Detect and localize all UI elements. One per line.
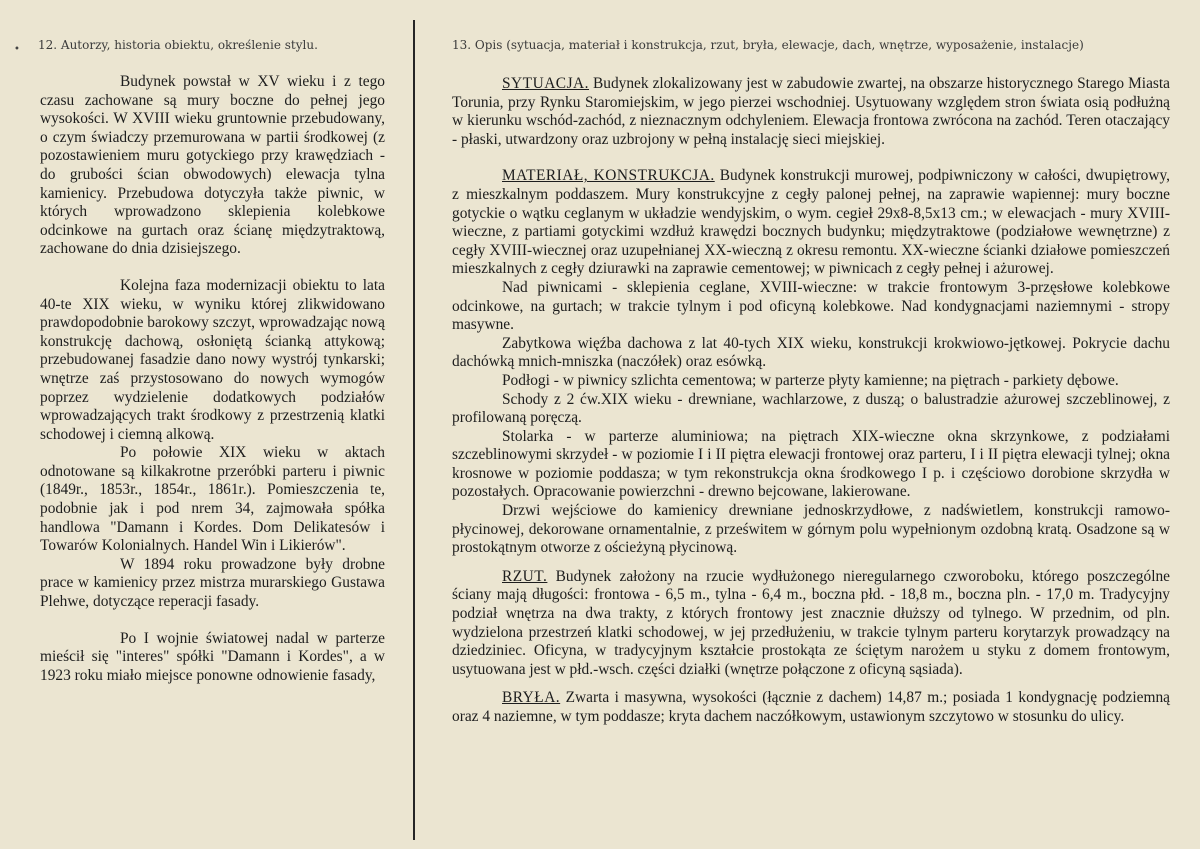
section-heading: MATERIAŁ, KONSTRUKCJA.: [502, 167, 715, 185]
section-heading: SYTUACJA.: [502, 75, 590, 92]
section-sytuacja: [452, 75, 1170, 149]
material-paragraph: Stolarka - w parterze aluminiowa; na piętrach XIX-wieczne okna skrzynkowe, z podziałami szczeblinowymi skrzydeł - w poziomie I i II piętra elewacji frontowej oraz parteru, I i II piętra elewacji tylnej; okna krosnowe w poziomie poddasza; w tym rekonstrukcja okna środkowego I p. i częściowo dorobione skrzydła w pozostałych. Opracowanie powierzchni - drewno bejcowane, lakierowane.: [452, 427, 1170, 501]
left-header: 12. Autorzy, historia obiektu, określenie stylu.: [38, 38, 318, 52]
section-heading: RZUT.: [502, 567, 548, 585]
history-paragraph: Budynek powstał w XV wieku i z tego czasu zachowane są mury boczne do pełnej jego wysokości. W XVIII wieku gruntownie przebudowany, o czym świadczy przemurowana w partii środkowej (z pozostawieniem muru gotyckiego przy krawędziach - do grubości ścian obwodowych) elewacja tylna kamienicy. Przebudowa dotyczyła także piwnic, w których wprowadzono sklepienia kolebkowe odcinkowe na gurtach oraz ścianę międzytraktową, zachowane do dnia dzisiejszego.: [40, 73, 385, 258]
section-bryla: [452, 689, 1170, 726]
history-paragraph: Kolejna faza modernizacji obiektu to lata 40-te XIX wieku, w wyniku której zlikwidowano prawdopodobnie barokowy szczyt, wprowadzając nową konstrukcję dachową, osłoniętą ścianką attykową; przebudowanej fasadzie dano nowy wystrój tynkarski; wnętrze zaś przystosowano do nowych wymogów poprzez wydzielenie dodatkowych podziałów wprowadzających trakt środkowy z przestrzenią klatki schodowej i ciemną alkową.: [40, 276, 385, 443]
history-paragraph: Po połowie XIX wieku w aktach odnotowane są kilkakrotne przeróbki parteru i piwnic (1849r., 1853r., 1854r., 1861r.). Pomieszczenia te, podobnie jak i pod nrem 34, zajmowała spółka handlowa "Damann i Kordes. Dom Delikatesów i Towarów Kolonialnych. Handel Win i Likierów".: [40, 444, 385, 555]
history-paragraph: W 1894 roku prowadzone były drobne prace w kamienicy przez mistrza murarskiego Gustawa Plehwe, dotyczące reperacji fasady.: [40, 555, 385, 611]
material-paragraph: Nad piwnicami - sklepienia ceglane, XVIII-wieczne: w trakcie frontowym 3-przęsłowe kolebkowe odcinkowe, na gurtach; w trakcie tylnym i pod oficyną kolebkowe. Nad kondygnacjami naziemnymi - stropy masywne.: [452, 278, 1170, 334]
section-text: Budynek konstrukcji murowej, podpiwniczony w całości, dwupiętrowy, z mieszkalnym poddaszem. Mury konstrukcyjne z cegły palonej pełnej, na zaprawie wapiennej: mury boczne gotyckie o wątku ceglanym w układzie wendyjskim, o wym. cegieł 29x8-8,5x13 cm.; w elewacjach - mury XVIII-wieczne, z partiami gotyckimi wzdłuż krawędzi bocznych budynku; międzytraktowe (podziałowe wewnętrzne) z cegły XVIII-wiecznej oraz uzupełnianej XX-wieczną z okresu remontu. XX-wieczne ścianki działowe pomieszczeń mieszkalnych z cegły dziurawki na zaprawie cementowej; w piwnicach z cegły pełnej i ażurowej.: [452, 167, 1170, 278]
material-paragraph: Zabytkowa więźba dachowa z lat 40-tych XIX wieku, konstrukcji krokwiowo-jętkowej. Pokrycie dachu dachówką mnich-mniszka (naczółek) oraz esówką.: [452, 334, 1170, 371]
section-text: Budynek zlokalizowany jest w zabudowie zwartej, na obszarze historycznego Starego Miasta Torunia, przy Rynku Staromiejskim, w jego pierzei wschodniej. Usytuowany względem stron świata osią podłużną w kierunku wschód-zachód, z nieznacznym odchyleniem. Elewacja frontowa zwrócona na zachód. Teren otaczający - płaski, utwardzony oraz uzbrojony w pełną instalację sieci miejskiej.: [452, 75, 1170, 148]
section-text: Budynek założony na rzucie wydłużonego nieregularnego czworoboku, którego poszczególne ściany mają długości: frontowa - 6,5 m., tylna - 6,4 m., boczna płd. - 18,8 m., boczna pln. - 17,0 m. Tradycyjny podział wnętrza na dwa trakty, z których frontowy jest znacznie dłuższy od tylnego. W przednim, od pln. wydzielona przestrzeń klatki schodowej, w jej przedłużeniu, w trakcie tylnym parteru korytarzyk prowadzący na dziedziniec. Oficyna, w tradycyjnym kształcie prostokąta ze ściętym narożem u styku z domem frontowym, usytuowana jest w płd.-wsch. części działki (wnętrze połączone z oficyną sąsiada).: [452, 567, 1170, 678]
margin-dot: •: [14, 44, 20, 55]
section-heading: BRYŁA.: [502, 689, 561, 707]
history-column: [40, 73, 385, 685]
history-paragraph: Po I wojnie światowej nadal w parterze mieścił się "interes" spółki "Damann i Kordes", a w 1923 roku miało miejsce ponowne odnowienie fasady,: [40, 629, 385, 684]
material-paragraph: Schody z 2 ćw.XIX wieku - drewniane, wachlarzowe, z duszą; o balustradzie ażurowej szczeblinowej, z profilowaną poręczą.: [452, 390, 1170, 427]
material-paragraph: Podłogi - w piwnicy szlichta cementowa; w parterze płyty kamienne; na piętrach - parkiety dębowe.: [502, 371, 1119, 389]
section-rzut: [452, 568, 1170, 680]
description-column: [452, 75, 1170, 727]
section-material: [452, 167, 1170, 279]
section-text: Zwarta i masywna, wysokości (łącznie z dachem) 14,87 m.; posiada 1 kondygnację podziemną oraz 4 naziemne, w tym poddasze; kryta dachem naczółkowym, ustawionym szczytowo w stosunku do ulicy.: [452, 689, 1170, 725]
material-paragraph: Drzwi wejściowe do kamienicy drewniane jednoskrzydłowe, z nadświetlem, konstrukcji ramowo-płycinowej, dekorowane ornamentalnie, z prześwitem w górnym polu wypełnionym ozdobną kratą. Osadzone są w prostokątnym otworze z ościeżyną płycinową.: [452, 502, 1170, 557]
column-divider: [413, 20, 415, 840]
right-header: 13. Opis (sytuacja, materiał i konstrukcja, rzut, bryła, elewacje, dach, wnętrze, wyposażenie, instalacje): [452, 38, 1084, 52]
